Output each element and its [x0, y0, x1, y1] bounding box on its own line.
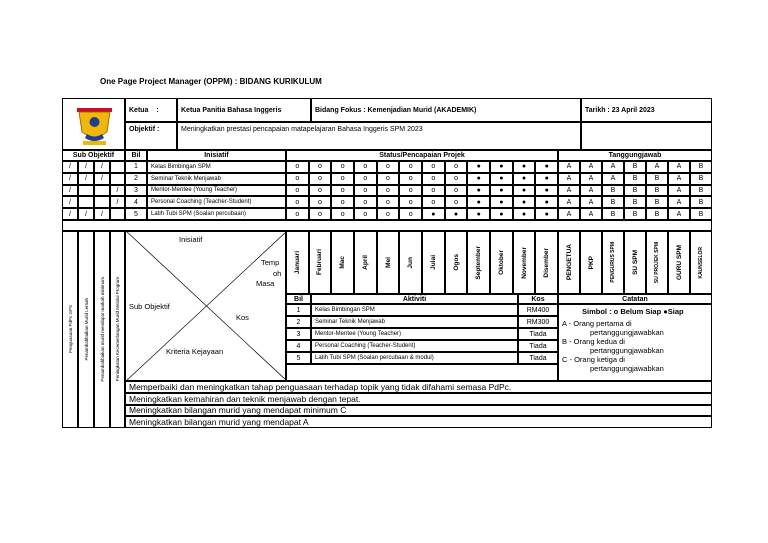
aktiviti-name: Personal Coaching (Teacher-Student) [311, 340, 518, 352]
sub-objective-mark: / [110, 196, 125, 208]
month-label: Mac [339, 256, 347, 269]
role-label: PENGETUA [565, 244, 573, 281]
month-label: September [475, 245, 483, 280]
status-symbol: ● [535, 161, 558, 173]
role-label: PENGURUS SPM [610, 242, 616, 283]
status-symbol: o [422, 161, 445, 173]
goal-row: Meningkatkan bilangan murid yang mendapat minimum C [125, 405, 712, 417]
sub-objective-mark [110, 173, 125, 185]
sub-objective-mark [94, 185, 110, 197]
sub-objective-mark: / [110, 185, 125, 197]
status-symbol: o [331, 196, 354, 208]
status-symbol: o [377, 185, 400, 197]
responsibility-code: A [558, 173, 580, 185]
sub-objective-mark: / [62, 208, 78, 220]
status-symbol: ● [535, 208, 558, 220]
role-header [624, 231, 646, 294]
status-symbol: ● [467, 173, 490, 185]
role-header [668, 231, 690, 294]
status-symbol: o [399, 196, 422, 208]
month-header [399, 231, 422, 294]
responsibility-code: B [690, 173, 712, 185]
role-label: SU SPM [631, 250, 639, 275]
status-symbol: ● [490, 161, 513, 173]
status-symbol: o [309, 208, 332, 220]
status-symbol: ● [467, 196, 490, 208]
inisiatif-head: Inisiatif [147, 150, 286, 161]
responsibility-code: B [690, 196, 712, 208]
responsibility-code: A [602, 161, 624, 173]
spacer-row [62, 220, 712, 231]
responsibility-code: A [558, 208, 580, 220]
month-label: Ogos [452, 254, 460, 271]
diagram-tempoh-2: oh [273, 269, 282, 278]
status-symbol: o [445, 161, 468, 173]
tarikh: Tarikh : 23 April 2023 [581, 98, 712, 122]
aktiviti-head: Aktiviti [311, 294, 518, 304]
responsibility-code: B [646, 185, 668, 197]
responsibility-code: B [624, 173, 646, 185]
status-symbol: ● [445, 208, 468, 220]
diagram-tempoh-3: Masa [256, 279, 275, 288]
month-header [467, 231, 490, 294]
status-symbol: ● [535, 173, 558, 185]
status-symbol: o [354, 208, 377, 220]
initiative-bil: 2 [125, 173, 147, 185]
month-header [490, 231, 513, 294]
responsibility-code: B [690, 208, 712, 220]
document-title: One Page Project Manager (OPPM) : BIDANG KURIKULUM [100, 77, 322, 86]
responsibility-code: B [690, 161, 712, 173]
tanggungjawab-head: Tanggungjawab [558, 150, 712, 161]
role-label: SU PROJEK SPM [654, 241, 660, 284]
status-head: Status/Pencapaian Projek [286, 150, 558, 161]
goal-row: Memperbaiki dan meningkatkan tahap penguasaan terhadap topik yang tidak difahami semasa PdPc. [125, 381, 712, 393]
sub-objective-mark: / [94, 161, 110, 173]
status-symbol: o [331, 173, 354, 185]
month-label: Mei [384, 257, 392, 268]
diagram-kos: Kos [236, 313, 249, 322]
sub-objective-mark [110, 161, 125, 173]
status-symbol: ● [490, 185, 513, 197]
role-header [646, 231, 668, 294]
responsibility-code: A [558, 185, 580, 197]
role-label: GURU SPM [675, 244, 683, 281]
status-symbol: o [422, 185, 445, 197]
status-symbol: ● [467, 208, 490, 220]
status-symbol: o [445, 185, 468, 197]
initiative-bil: 3 [125, 185, 147, 197]
status-symbol: ● [513, 161, 536, 173]
status-symbol: ● [513, 185, 536, 197]
role-header [602, 231, 624, 294]
month-header [445, 231, 468, 294]
initiative-name: Latih Tubi SPM (Soalan percubaan) [147, 208, 286, 220]
school-logo-icon [63, 98, 125, 150]
role-header [558, 231, 580, 294]
bidang-fokus: Bidang Fokus : Kemenjadian Murid (AKADEMIK) [311, 98, 581, 122]
responsibility-code: A [580, 208, 602, 220]
responsibility-code: A [558, 196, 580, 208]
month-label: Disember [543, 247, 551, 278]
status-symbol: ● [490, 173, 513, 185]
status-symbol: o [309, 196, 332, 208]
role-label: KAUNSELOR [698, 246, 704, 279]
month-header [377, 231, 400, 294]
diagram-inisiatif: Inisiatif [179, 235, 203, 244]
initiative-name: Personal Coaching (Teacher-Student) [147, 196, 286, 208]
sub-objective-text: Peningkatan Kecemerlangan Murid Melalui Program [115, 277, 120, 382]
month-label: Februari [316, 249, 324, 276]
sub-objective-mark [78, 185, 94, 197]
status-symbol: o [286, 208, 309, 220]
status-symbol: ● [467, 161, 490, 173]
sub-objective-column [62, 231, 78, 428]
status-symbol: o [445, 196, 468, 208]
aktiviti-name: Seminar Teknik Menjawab [311, 316, 518, 328]
sub-objective-mark: / [62, 161, 78, 173]
aktiviti-bil: 5 [286, 352, 311, 364]
month-header [331, 231, 354, 294]
status-symbol: o [309, 185, 332, 197]
initiative-bil: 4 [125, 196, 147, 208]
month-label: Oktober [497, 250, 505, 275]
legend-b: B - Orang kedua di [562, 337, 625, 346]
aktiviti-bil-head: Bil [286, 294, 311, 304]
aktiviti-bil: 4 [286, 340, 311, 352]
aktiviti-blank-row [286, 364, 558, 381]
sub-objective-mark [110, 208, 125, 220]
month-label: Julai [429, 255, 437, 270]
responsibility-code: B [624, 161, 646, 173]
status-symbol: o [377, 161, 400, 173]
role-header [580, 231, 602, 294]
legend-a-2: pertanggungjawabkan [590, 328, 664, 337]
aktiviti-kos: RM300 [518, 316, 558, 328]
initiative-name: Mentor-Mentee (Young Teacher) [147, 185, 286, 197]
goal-row: Meningkatkan bilangan murid yang mendapat A [125, 416, 712, 428]
status-symbol: o [331, 208, 354, 220]
aktiviti-kos: Tiada [518, 352, 558, 364]
initiative-name: Seminar Teknik Menjawab [147, 173, 286, 185]
status-symbol: ● [513, 173, 536, 185]
sub-objective-mark: / [78, 161, 94, 173]
status-symbol: o [422, 196, 445, 208]
sub-objective-mark: / [62, 196, 78, 208]
objektif-value: Meningkatkan prestasi pencapaian matapelajaran Bahasa Inggeris SPM 2023 [177, 122, 581, 150]
responsibility-code: A [558, 161, 580, 173]
month-header [286, 231, 309, 294]
month-header [513, 231, 536, 294]
legend-c: C - Orang ketiga di [562, 355, 625, 364]
initiative-name: Kelas Bimbingan SPM [147, 161, 286, 173]
status-symbol: ● [535, 196, 558, 208]
sub-objective-mark: / [78, 173, 94, 185]
aktiviti-name: Mentor-Mentee (Young Teacher) [311, 328, 518, 340]
responsibility-code: B [624, 185, 646, 197]
responsibility-code: A [646, 161, 668, 173]
sub-objective-mark: / [94, 173, 110, 185]
status-symbol: ● [467, 185, 490, 197]
role-header [690, 231, 712, 294]
responsibility-code: A [668, 185, 690, 197]
responsibility-code: B [646, 208, 668, 220]
status-symbol: o [331, 185, 354, 197]
status-symbol: o [377, 173, 400, 185]
month-header [535, 231, 558, 294]
sub-objective-text: Penguasaan PdPc GPS [67, 305, 73, 354]
ketua-label-cell: Ketua : [125, 98, 177, 122]
responsibility-code: A [668, 161, 690, 173]
diagram-tempoh-1: Temp [261, 258, 280, 267]
status-symbol: o [399, 185, 422, 197]
bil-head: Bil [125, 150, 147, 161]
header-blank [581, 122, 712, 150]
month-label: Jun [407, 256, 415, 269]
status-symbol: o [331, 161, 354, 173]
goal-row: Meningkatkan kemahiran dan teknik menjawab dengan tepat. [125, 393, 712, 405]
status-symbol: o [309, 173, 332, 185]
status-symbol: o [422, 173, 445, 185]
sub-objective-text: Penambahbaikan murid mendapat markah minimum [99, 277, 105, 382]
status-symbol: o [354, 196, 377, 208]
sub-objective-mark: / [62, 185, 78, 197]
status-symbol: o [286, 196, 309, 208]
responsibility-code: A [580, 161, 602, 173]
responsibility-code: B [690, 185, 712, 197]
legend-b-2: pertanggungjawabkan [590, 346, 664, 355]
responsibility-code: A [580, 196, 602, 208]
responsibility-code: B [624, 196, 646, 208]
sub-objective-text: Penambahbaikan Murid Lemah [83, 298, 89, 361]
responsibility-code: A [668, 196, 690, 208]
status-symbol: ● [490, 196, 513, 208]
month-header [354, 231, 377, 294]
catatan-box [558, 304, 712, 381]
sub-objektif-head: Sub Objektif [62, 150, 125, 161]
status-symbol: o [309, 161, 332, 173]
responsibility-code: A [580, 185, 602, 197]
status-symbol: o [354, 173, 377, 185]
aktiviti-kos: Tiada [518, 328, 558, 340]
aktiviti-name: Kelas Bimbingan SPM [311, 304, 518, 316]
legend-a: A - Orang pertama di [562, 319, 632, 328]
kos-head: Kos [518, 294, 558, 304]
status-symbol: o [445, 173, 468, 185]
sub-objective-mark: / [94, 208, 110, 220]
status-symbol: ● [513, 196, 536, 208]
responsibility-code: B [602, 208, 624, 220]
aktiviti-bil: 1 [286, 304, 311, 316]
initiative-bil: 5 [125, 208, 147, 220]
aktiviti-kos: RM400 [518, 304, 558, 316]
month-label: Januari [293, 250, 301, 275]
sub-objective-mark [94, 196, 110, 208]
sub-objective-mark: / [78, 208, 94, 220]
objektif-label: Objektif : [125, 122, 177, 150]
sub-objective-mark [78, 196, 94, 208]
responsibility-code: B [624, 208, 646, 220]
oppm-diagram [125, 231, 286, 381]
responsibility-code: A [580, 173, 602, 185]
status-symbol: o [286, 173, 309, 185]
logo-cell [62, 98, 125, 150]
role-label: PKP [587, 255, 595, 270]
responsibility-code: B [602, 185, 624, 197]
status-symbol: o [354, 185, 377, 197]
status-symbol: ● [422, 208, 445, 220]
responsibility-code: A [668, 208, 690, 220]
status-symbol: o [286, 185, 309, 197]
status-symbol: o [399, 208, 422, 220]
simbol-legend: Simbol : o Belum Siap ●Siap [582, 307, 684, 316]
responsibility-code: B [646, 196, 668, 208]
status-symbol: o [377, 196, 400, 208]
sub-objective-column [110, 231, 125, 428]
aktiviti-bil: 3 [286, 328, 311, 340]
status-symbol: o [354, 161, 377, 173]
sub-objective-column [78, 231, 94, 428]
aktiviti-kos: Tiada [518, 340, 558, 352]
status-symbol: o [377, 208, 400, 220]
month-label: November [520, 246, 528, 279]
month-label: April [361, 255, 369, 270]
diagram-sub-objektif: Sub Objektif [129, 302, 170, 311]
diagram-kriteria: Kriteria Kejayaan [166, 347, 224, 356]
status-symbol: ● [535, 185, 558, 197]
status-symbol: o [399, 161, 422, 173]
legend-c-2: pertanggungjawabkan [590, 364, 664, 373]
initiative-bil: 1 [125, 161, 147, 173]
status-symbol: o [399, 173, 422, 185]
sub-objective-mark: / [62, 173, 78, 185]
aktiviti-bil: 2 [286, 316, 311, 328]
status-symbol: o [286, 161, 309, 173]
catatan-head: Catatan [558, 294, 712, 304]
responsibility-code: A [602, 173, 624, 185]
month-header [309, 231, 332, 294]
status-symbol: ● [490, 208, 513, 220]
responsibility-code: B [602, 196, 624, 208]
ketua-value: Ketua Panitia Bahasa Inggeris [177, 98, 311, 122]
responsibility-code: A [668, 173, 690, 185]
aktiviti-name: Latih Tubi SPM (Soalan percubaan & modul) [311, 352, 518, 364]
month-header [422, 231, 445, 294]
responsibility-code: B [646, 173, 668, 185]
status-symbol: ● [513, 208, 536, 220]
sub-objective-column [94, 231, 110, 428]
